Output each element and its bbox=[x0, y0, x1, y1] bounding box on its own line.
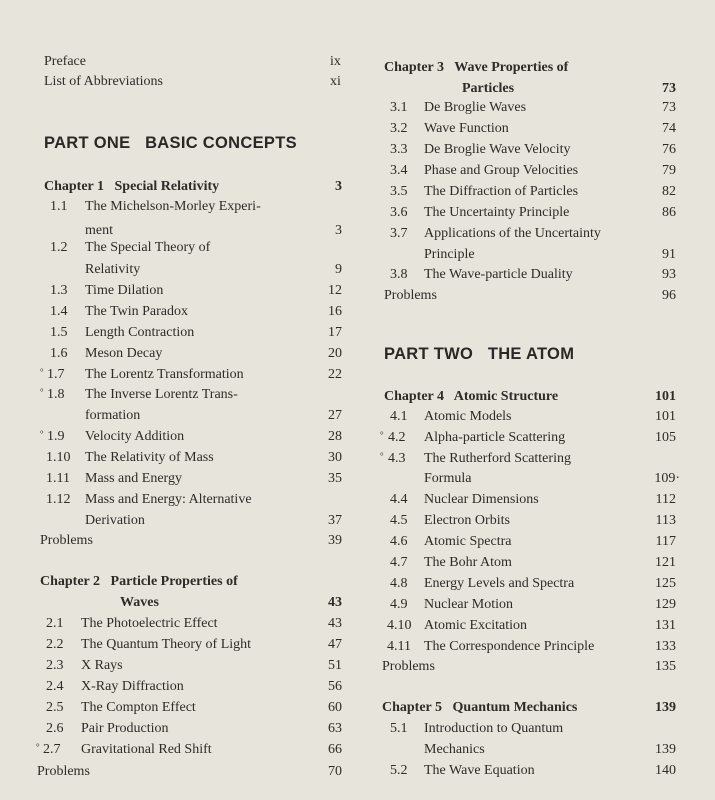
entry-title: Mechanics bbox=[424, 742, 485, 757]
entry-title: Preface bbox=[44, 54, 86, 69]
entry-title: Formula bbox=[424, 471, 472, 486]
entry-page: 39 bbox=[328, 533, 342, 548]
entry-title: Problems bbox=[37, 764, 90, 779]
entry-title: The Lorentz Transformation bbox=[85, 367, 244, 382]
chapter-page: 43 bbox=[328, 595, 342, 610]
section-number: 1.9 bbox=[47, 429, 65, 444]
entry-title: The Photoelectric Effect bbox=[81, 616, 218, 631]
entry-title: Time Dilation bbox=[85, 283, 164, 298]
entry-title: Atomic Spectra bbox=[424, 534, 512, 549]
entry-title: List of Abbreviations bbox=[44, 74, 163, 89]
entry-page: 129 bbox=[655, 597, 676, 612]
entry-page: 12 bbox=[328, 283, 342, 298]
entry-page: 47 bbox=[328, 637, 342, 652]
entry-title: Atomic Excitation bbox=[424, 618, 528, 633]
entry-title: The Inverse Lorentz Trans- bbox=[85, 387, 238, 402]
section-number: 4.4 bbox=[390, 492, 408, 507]
part-title: PART TWO THE ATOM bbox=[384, 345, 575, 363]
entry-title: The Rutherford Scattering bbox=[424, 451, 571, 466]
chapter-title: Chapter 5 Quantum Mechanics bbox=[382, 700, 578, 715]
chapter-page: 101 bbox=[655, 389, 676, 404]
entry-page: 133 bbox=[655, 639, 676, 654]
section-number: 1.1 bbox=[50, 199, 68, 214]
chapter-title: Chapter 2 Particle Properties of bbox=[40, 574, 238, 589]
entry-title: Wave Function bbox=[424, 121, 509, 136]
entry-title: Meson Decay bbox=[85, 346, 163, 361]
starred-marker: ° bbox=[380, 430, 384, 440]
entry-title: The Wave Equation bbox=[424, 763, 535, 778]
section-number: 2.3 bbox=[46, 658, 64, 673]
entry-title: Principle bbox=[424, 247, 475, 262]
section-number: 1.5 bbox=[50, 325, 68, 340]
entry-page: 73 bbox=[662, 100, 676, 115]
entry-page: 96 bbox=[662, 288, 676, 303]
section-number: 2.4 bbox=[46, 679, 64, 694]
section-number: 4.10 bbox=[387, 618, 412, 633]
section-number: 3.1 bbox=[390, 100, 408, 115]
entry-page: 131 bbox=[655, 618, 676, 633]
entry-title: De Broglie Wave Velocity bbox=[424, 142, 571, 157]
section-number: 3.4 bbox=[390, 163, 408, 178]
entry-title: Problems bbox=[382, 659, 435, 674]
section-number: 3.8 bbox=[390, 267, 408, 282]
entry-title: The Bohr Atom bbox=[424, 555, 512, 570]
entry-title: Pair Production bbox=[81, 721, 169, 736]
entry-page: 93 bbox=[662, 267, 676, 282]
entry-page: 28 bbox=[328, 429, 342, 444]
section-number: 4.1 bbox=[390, 409, 408, 424]
section-number: 1.12 bbox=[46, 492, 71, 507]
section-number: 5.2 bbox=[390, 763, 408, 778]
entry-title: The Compton Effect bbox=[81, 700, 196, 715]
entry-title: Mass and Energy: Alternative bbox=[85, 492, 252, 507]
section-number: 2.2 bbox=[46, 637, 64, 652]
starred-marker: ° bbox=[36, 742, 40, 752]
entry-page: 140 bbox=[655, 763, 676, 778]
entry-title: The Correspondence Principle bbox=[424, 639, 595, 654]
entry-page: 91 bbox=[662, 247, 676, 262]
entry-title: Alpha-particle Scattering bbox=[424, 430, 566, 445]
entry-page: 37 bbox=[328, 513, 342, 528]
entry-title: Energy Levels and Spectra bbox=[424, 576, 575, 591]
entry-page: 27 bbox=[328, 408, 342, 423]
section-number: 3.7 bbox=[390, 226, 408, 241]
chapter-title: Chapter 4 Atomic Structure bbox=[384, 389, 559, 404]
entry-page: 70 bbox=[328, 764, 342, 779]
entry-title: ment bbox=[85, 223, 113, 238]
entry-title: Nuclear Dimensions bbox=[424, 492, 539, 507]
entry-title: Derivation bbox=[85, 513, 145, 528]
entry-page: 63 bbox=[328, 721, 342, 736]
entry-page: 109· bbox=[654, 471, 680, 486]
entry-page: ix bbox=[330, 54, 341, 69]
entry-page: 112 bbox=[655, 492, 676, 507]
entry-page: 16 bbox=[328, 304, 342, 319]
section-number: 4.11 bbox=[387, 639, 411, 654]
entry-title: Introduction to Quantum bbox=[424, 721, 564, 736]
entry-title: The Special Theory of bbox=[85, 240, 211, 255]
starred-marker: ° bbox=[380, 451, 384, 461]
entry-page: 9 bbox=[335, 262, 342, 277]
entry-page: 113 bbox=[655, 513, 676, 528]
section-number: 1.3 bbox=[50, 283, 68, 298]
entry-page: 135 bbox=[655, 659, 676, 674]
entry-title: Electron Orbits bbox=[424, 513, 510, 528]
starred-marker: ° bbox=[40, 367, 44, 377]
entry-page: 35 bbox=[328, 471, 342, 486]
section-number: 5.1 bbox=[390, 721, 408, 736]
section-number: 4.7 bbox=[390, 555, 408, 570]
part-title: PART ONE BASIC CONCEPTS bbox=[44, 134, 297, 152]
section-number: 3.5 bbox=[390, 184, 408, 199]
entry-title: De Broglie Waves bbox=[424, 100, 527, 115]
entry-title: Velocity Addition bbox=[85, 429, 185, 444]
entry-title: Atomic Models bbox=[424, 409, 512, 424]
entry-page: 3 bbox=[335, 223, 342, 238]
section-number: 3.2 bbox=[390, 121, 408, 136]
entry-page: 17 bbox=[328, 325, 342, 340]
section-number: 4.6 bbox=[390, 534, 408, 549]
entry-page: 105 bbox=[655, 430, 676, 445]
section-number: 3.3 bbox=[390, 142, 408, 157]
entry-page: 76 bbox=[662, 142, 676, 157]
starred-marker: ° bbox=[40, 387, 44, 397]
entry-page: 22 bbox=[328, 367, 342, 382]
entry-page: 79 bbox=[662, 163, 676, 178]
entry-title: Relativity bbox=[85, 262, 141, 277]
entry-title: Applications of the Uncertainty bbox=[424, 226, 601, 241]
chapter-title: Waves bbox=[120, 595, 159, 610]
section-number: 1.8 bbox=[47, 387, 65, 402]
chapter-title: Particles bbox=[462, 81, 515, 96]
entry-page: 125 bbox=[655, 576, 676, 591]
entry-title: The Wave-particle Duality bbox=[424, 267, 573, 282]
section-number: 1.10 bbox=[46, 450, 71, 465]
section-number: 1.4 bbox=[50, 304, 68, 319]
entry-title: Gravitational Red Shift bbox=[81, 742, 212, 757]
section-number: 2.5 bbox=[46, 700, 64, 715]
entry-title: The Twin Paradox bbox=[85, 304, 188, 319]
section-number: 4.2 bbox=[388, 430, 406, 445]
section-number: 2.1 bbox=[46, 616, 64, 631]
entry-page: 117 bbox=[655, 534, 676, 549]
entry-title: Phase and Group Velocities bbox=[424, 163, 579, 178]
chapter-title: Chapter 3 Wave Properties of bbox=[384, 60, 569, 75]
entry-page: xi bbox=[330, 74, 341, 89]
entry-title: Problems bbox=[40, 533, 93, 548]
section-number: 1.7 bbox=[47, 367, 65, 382]
entry-page: 82 bbox=[662, 184, 676, 199]
entry-title: X Rays bbox=[81, 658, 123, 673]
entry-page: 20 bbox=[328, 346, 342, 361]
section-number: 2.7 bbox=[43, 742, 61, 757]
entry-page: 101 bbox=[655, 409, 676, 424]
entry-title: formation bbox=[85, 408, 141, 423]
section-number: 1.11 bbox=[46, 471, 70, 486]
entry-page: 30 bbox=[328, 450, 342, 465]
entry-title: X-Ray Diffraction bbox=[81, 679, 184, 694]
chapter-page: 139 bbox=[655, 700, 676, 715]
chapter-page: 3 bbox=[335, 179, 342, 194]
section-number: 1.6 bbox=[50, 346, 68, 361]
entry-title: The Uncertainty Principle bbox=[424, 205, 570, 220]
section-number: 1.2 bbox=[50, 240, 68, 255]
entry-page: 60 bbox=[328, 700, 342, 715]
entry-title: The Michelson-Morley Experi- bbox=[85, 199, 261, 214]
entry-title: Mass and Energy bbox=[85, 471, 182, 486]
section-number: 2.6 bbox=[46, 721, 64, 736]
entry-title: Problems bbox=[384, 288, 437, 303]
chapter-title: Chapter 1 Special Relativity bbox=[44, 179, 220, 194]
entry-page: 56 bbox=[328, 679, 342, 694]
section-number: 4.8 bbox=[390, 576, 408, 591]
entry-title: Length Contraction bbox=[85, 325, 195, 340]
entry-page: 43 bbox=[328, 616, 342, 631]
entry-page: 74 bbox=[662, 121, 676, 136]
section-number: 3.6 bbox=[390, 205, 408, 220]
entry-page: 86 bbox=[662, 205, 676, 220]
entry-title: Nuclear Motion bbox=[424, 597, 514, 612]
section-number: 4.9 bbox=[390, 597, 408, 612]
entry-page: 51 bbox=[328, 658, 342, 673]
chapter-page: 73 bbox=[662, 81, 676, 96]
section-number: 4.3 bbox=[388, 451, 406, 466]
entry-page: 139 bbox=[655, 742, 676, 757]
starred-marker: ° bbox=[40, 429, 44, 439]
entry-page: 121 bbox=[655, 555, 676, 570]
entry-title: The Diffraction of Particles bbox=[424, 184, 579, 199]
entry-title: The Relativity of Mass bbox=[85, 450, 214, 465]
section-number: 4.5 bbox=[390, 513, 408, 528]
entry-title: The Quantum Theory of Light bbox=[81, 637, 252, 652]
entry-page: 66 bbox=[328, 742, 342, 757]
